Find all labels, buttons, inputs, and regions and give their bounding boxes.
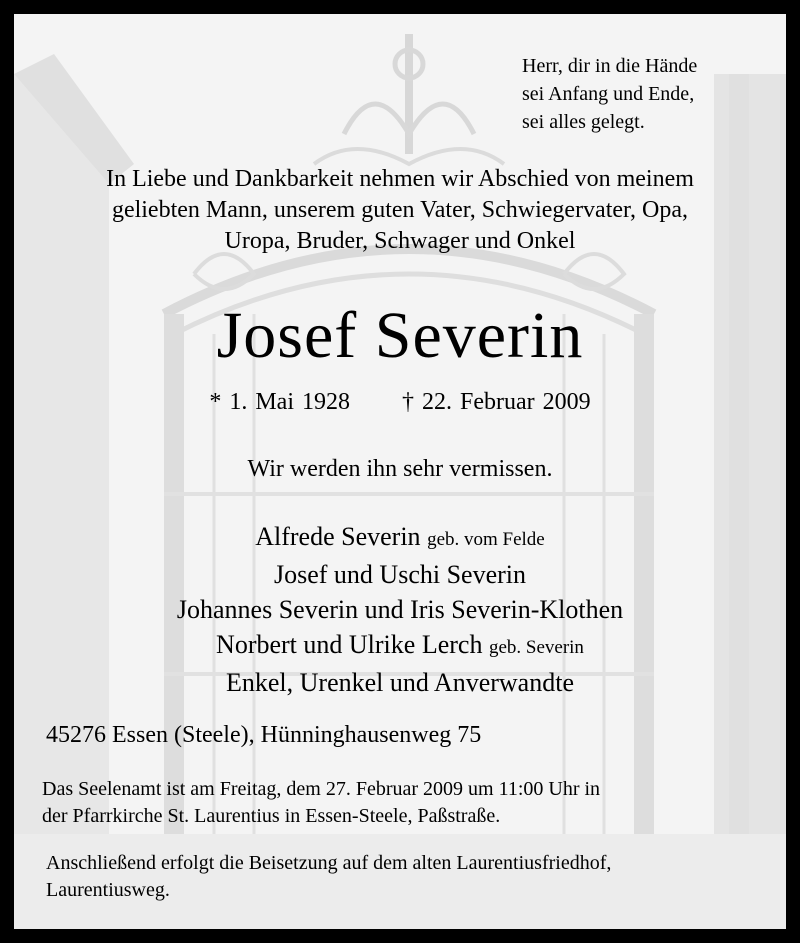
intro-text [34, 164, 766, 257]
mourning-address: 45276 Essen (Steele), Hünninghausenweg 75 [46, 722, 482, 748]
intro-line: Uropa, Bruder, Schwager und Onkel [224, 228, 576, 254]
deceased-name: Josef Severin [216, 299, 584, 372]
burial-line: Laurentiusweg. [46, 879, 170, 901]
life-dates [14, 387, 786, 417]
family-list [14, 519, 786, 700]
death-date: † 22. Februar 2009 [402, 389, 591, 415]
family-member: Josef und Uschi Severin [273, 560, 526, 589]
family-member: Alfrede Severin geb. vom Felde [255, 522, 545, 551]
family-member: Johannes Severin und Iris Severin-Klothen [176, 595, 624, 624]
family-member: Enkel, Urenkel und Anverwandte [225, 668, 574, 697]
verse-line: sei alles gelegt. [522, 111, 645, 133]
farewell-message: Wir werden ihn sehr vermissen. [247, 456, 553, 482]
birth-date: * 1. Mai 1928 [209, 389, 351, 415]
service-line: der Pfarrkirche St. Laurentius in Essen-Steele, Paßstraße. [42, 805, 501, 827]
burial-line: Anschließend erfolgt die Beisetzung auf dem alten Laurentiusfriedhof, [46, 852, 612, 874]
intro-line: geliebten Mann, unserem guten Vater, Schwiegervater, Opa, [111, 197, 689, 223]
verse-line: Herr, dir in die Hände [522, 55, 698, 77]
service-line: Das Seelenamt ist am Freitag, dem 27. Februar 2009 um 11:00 Uhr in [42, 778, 601, 800]
verse [522, 52, 697, 136]
maiden-name-note: geb. vom Felde [427, 529, 545, 550]
intro-line: In Liebe und Dankbarkeit nehmen wir Abschied von meinem [106, 166, 694, 192]
maiden-name-note: geb. Severin [488, 637, 584, 658]
service-info [42, 776, 782, 830]
verse-line: sei Anfang und Ende, [522, 83, 695, 105]
family-member: Norbert und Ulrike Lerch geb. Severin [216, 630, 584, 659]
burial-info [46, 850, 786, 904]
